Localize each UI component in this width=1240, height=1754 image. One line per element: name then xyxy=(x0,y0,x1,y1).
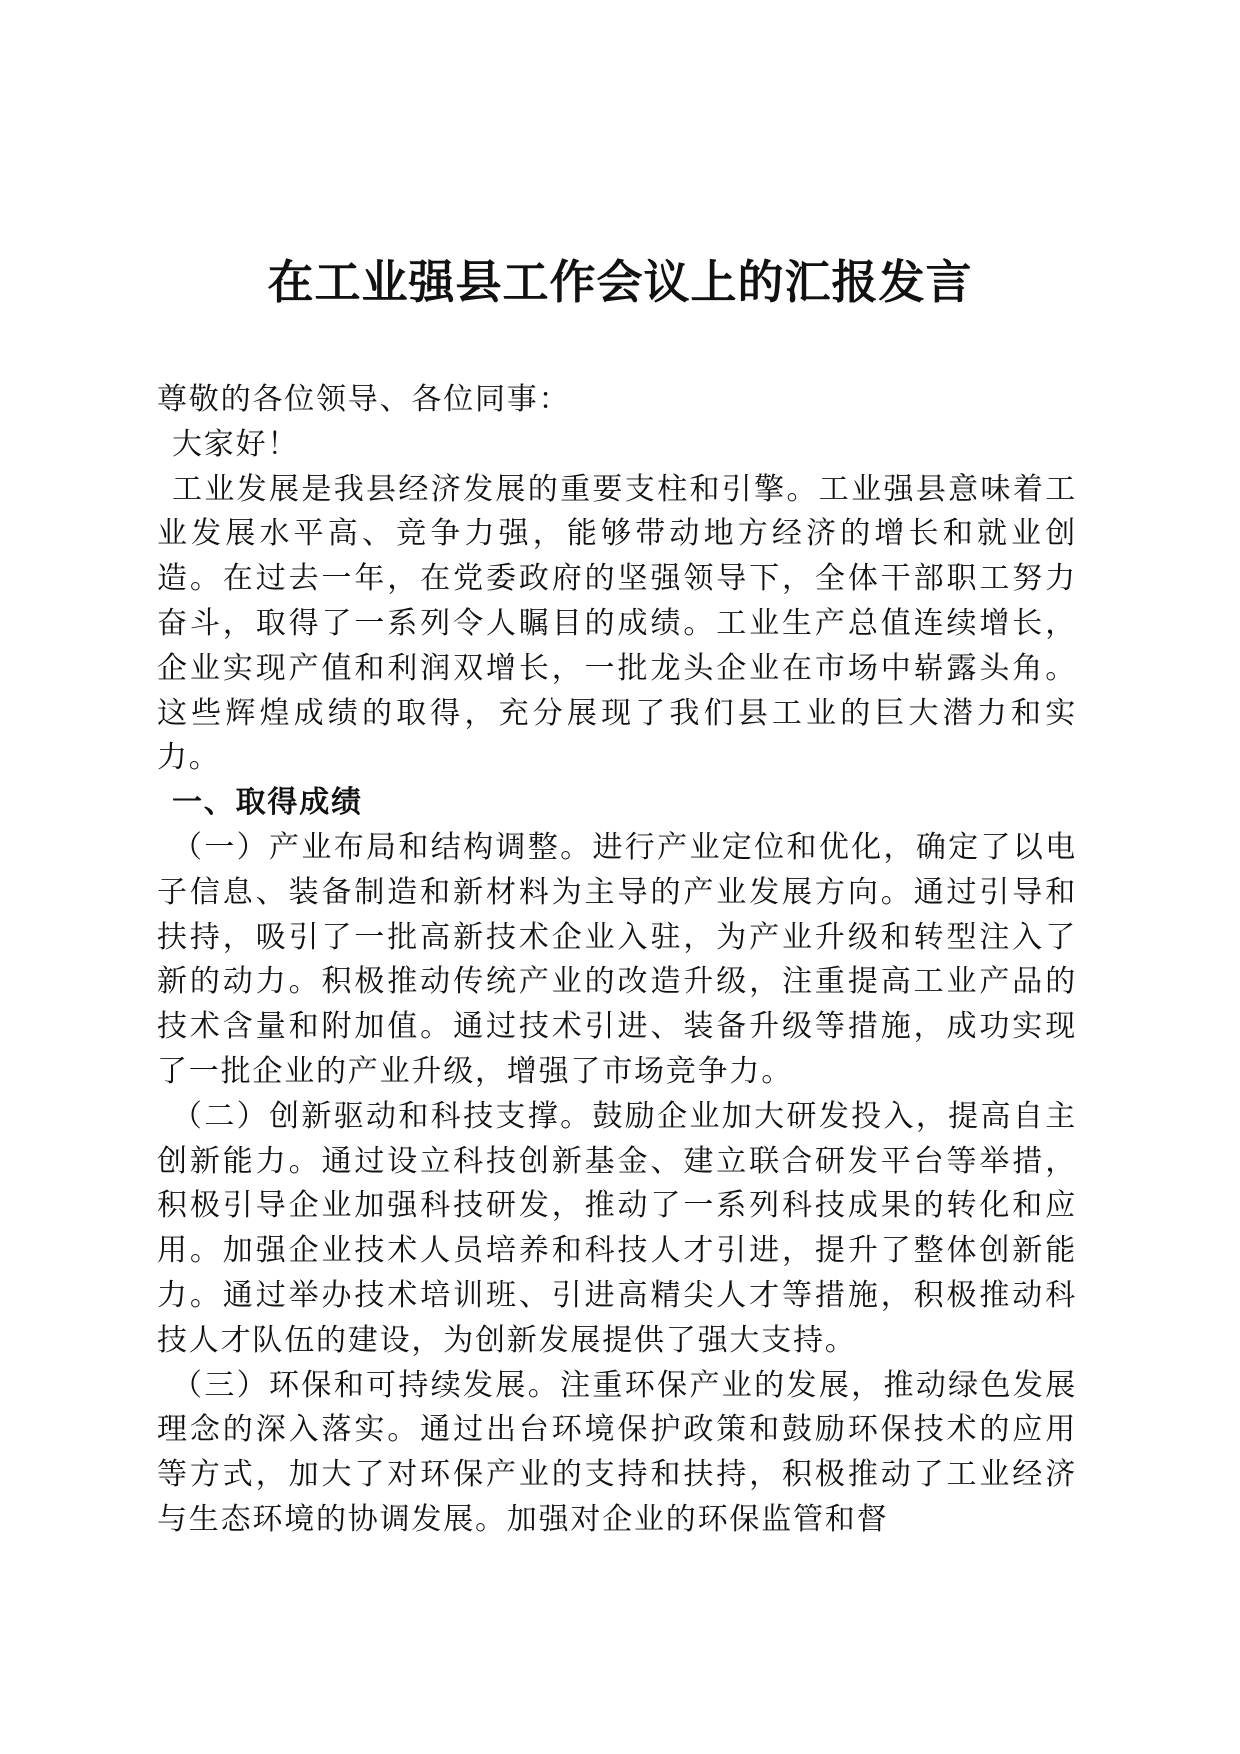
subsection-2-body: 鼓励企业加大研发投入，提高自主创新能力。通过设立科技创新基金、建立联合研发平台等举措，积极引导企业加强科技研发，推动了一系列科技成果的转化和应用。加强企业技术人员培养和科技人才引进，提升了整体创新能力。通过举办技术培训班、引进高精尖人才等措施，积极推动科技人才队伍的建设，为创新发展提供了强大支持。 xyxy=(157,1098,1078,1358)
subsection-3-heading: （三）环保和可持续发展。 xyxy=(172,1367,561,1403)
greeting: 大家好！ xyxy=(172,426,300,462)
document-body xyxy=(157,378,1077,1543)
subsection-1-paragraph xyxy=(157,826,1077,1095)
intro-paragraph: 工业发展是我县经济发展的重要支柱和引擎。工业强县意味着工业发展水平高、竞争力强，能够带动地方经济的增长和就业创造。在过去一年，在党委政府的坚强领导下，全体干部职工努力奋斗，取得了一系列令人瞩目的成绩。工业生产总值连续增长，企业实现产值和利润双增长，一批龙头企业在市场中崭露头角。这些辉煌成绩的取得，充分展现了我们县工业的巨大潜力和实力。 xyxy=(157,471,1077,776)
section-heading: 一、取得成绩 xyxy=(172,785,363,821)
document-title: 在工业强县工作会议上的汇报发言 xyxy=(267,255,973,309)
subsection-2-heading: （二）创新驱动和科技支撑。 xyxy=(172,1098,593,1134)
subsection-3-paragraph xyxy=(157,1364,1077,1543)
subsection-2-paragraph xyxy=(157,1095,1077,1364)
subsection-1-body: 进行产业定位和优化，确定了以电子信息、装备制造和新材料为主导的产业发展方向。通过引导和扶持，吸引了一批高新技术企业入驻，为产业升级和转型注入了新的动力。积极推动传统产业的改造升级，注重提高工业产品的技术含量和附加值。通过技术引进、装备升级等措施，成功实现了一批企业的产业升级，增强了市场竞争力。 xyxy=(157,829,1078,1089)
subsection-3-body: 注重环保产业的发展，推动绿色发展理念的深入落实。通过出台环境保护政策和鼓励环保技术的应用等方式，加大了对环保产业的支持和扶持，积极推动了工业经济与生态环境的协调发展。加强对企业的环保监管和督 xyxy=(157,1367,1077,1537)
salutation: 尊敬的各位领导、各位同事： xyxy=(157,382,571,417)
subsection-1-heading: （一）产业布局和结构调整。 xyxy=(172,829,593,865)
